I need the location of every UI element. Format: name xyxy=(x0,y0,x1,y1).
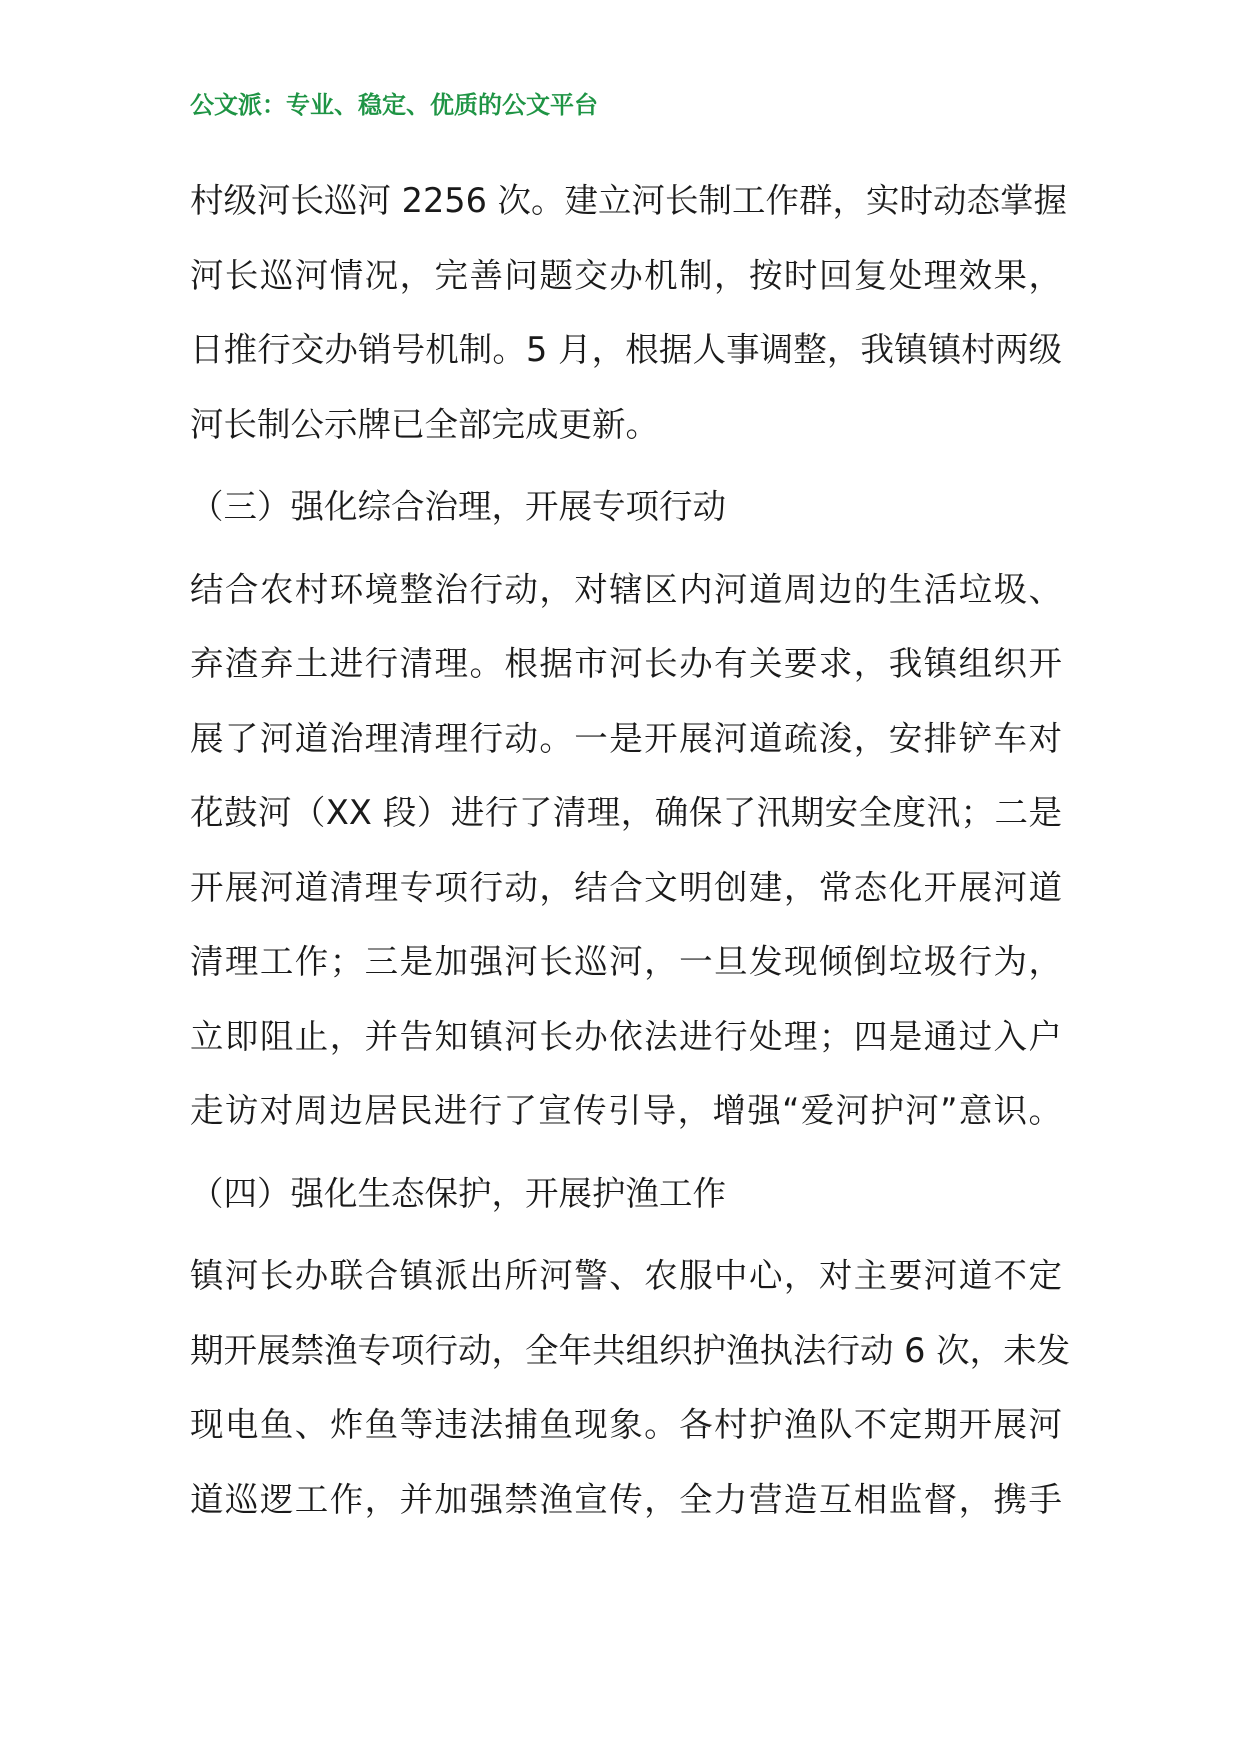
paragraph-line: 开展河道清理专项行动，结合文明创建，常态化开展河道 xyxy=(190,867,1062,907)
section-heading-4: （四）强化生态保护，开展护渔工作 xyxy=(190,1173,726,1213)
site-header: 公文派：专业、稳定、优质的公文平台 xyxy=(190,91,598,119)
paragraph-1 xyxy=(190,164,1068,462)
paragraph-line: 日推行交办销号机制。5 月，根据人事调整，我镇镇村两级 xyxy=(190,330,1062,369)
paragraph-line: 河长巡河情况，完善问题交办机制，按时回复处理效果， xyxy=(190,255,1062,295)
paragraph-line: 道巡逻工作，并加强禁渔宣传，全力营造互相监督，携手 xyxy=(190,1479,1062,1519)
paragraph-3 xyxy=(190,1239,1071,1537)
paragraph-line: 镇河长办联合镇派出所河警、农服中心，对主要河道不定 xyxy=(190,1256,1062,1295)
paragraph-line: 弃渣弃土进行清理。根据市河长办有关要求，我镇组织开 xyxy=(190,644,1062,683)
paragraph-line: 立即阻止，并告知镇河长办依法进行处理；四是通过入户 xyxy=(190,1016,1062,1056)
paragraph-line: 走访对周边居民进行了宣传引导，增强“爱河护河”意识。 xyxy=(190,1091,1062,1130)
paragraph-line: 河长制公示牌已全部完成更新。 xyxy=(190,404,659,444)
paragraph-line: 结合农村环境整治行动，对辖区内河道周边的生活垃圾、 xyxy=(190,569,1062,609)
paragraph-2 xyxy=(190,553,1062,1149)
paragraph-line: 清理工作；三是加强河长巡河，一旦发现倾倒垃圾行为， xyxy=(190,942,1062,981)
paragraph-line: 村级河长巡河 2256 次。建立河长制工作群，实时动态掌握 xyxy=(190,181,1068,220)
paragraph-line: 展了河道治理清理行动。一是开展河道疏浚，安排铲车对 xyxy=(190,718,1062,758)
paragraph-line: 期开展禁渔专项行动，全年共组织护渔执法行动 6 次，未发 xyxy=(190,1330,1071,1370)
section-heading-3: （三）强化综合治理，开展专项行动 xyxy=(190,487,726,526)
document-body xyxy=(190,164,1071,1537)
paragraph-line: 花鼓河（XX 段）进行了清理，确保了汛期安全度汛；二是 xyxy=(190,793,1062,832)
paragraph-line: 现电鱼、炸鱼等违法捕鱼现象。各村护渔队不定期开展河 xyxy=(190,1405,1062,1444)
